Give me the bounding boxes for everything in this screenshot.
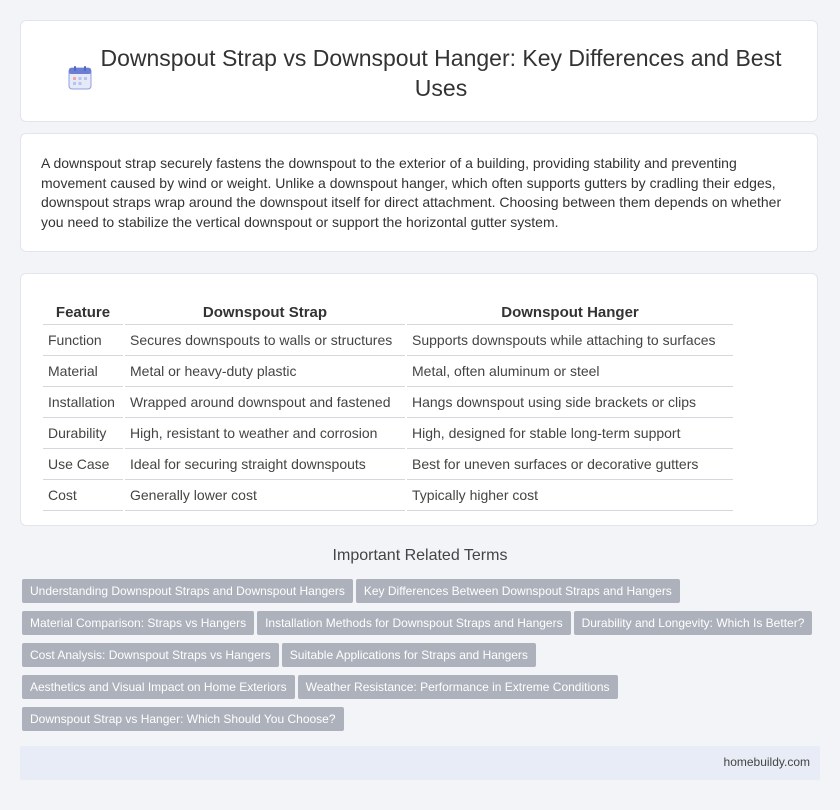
cell-hanger: High, designed for stable long-term support (407, 418, 733, 449)
cell-strap: Generally lower cost (125, 480, 405, 511)
cell-strap: High, resistant to weather and corrosion (125, 418, 405, 449)
cell-hanger: Typically higher cost (407, 480, 733, 511)
related-term-tag[interactable]: Durability and Longevity: Which Is Better? (574, 611, 813, 635)
intro-card (20, 133, 818, 252)
related-term-tag[interactable]: Aesthetics and Visual Impact on Home Exteriors (22, 675, 295, 699)
header-card (20, 20, 818, 122)
cell-feature: Function (43, 325, 123, 356)
cell-strap: Secures downspouts to walls or structures (125, 325, 405, 356)
cell-hanger: Best for uneven surfaces or decorative gutters (407, 449, 733, 480)
cell-hanger: Metal, often aluminum or steel (407, 356, 733, 387)
related-term-tag[interactable]: Downspout Strap vs Hanger: Which Should You Choose? (22, 707, 344, 731)
table-header-row (43, 294, 733, 325)
table-row (43, 480, 733, 511)
header-downspout-strap: Downspout Strap (125, 294, 405, 325)
cell-feature: Use Case (43, 449, 123, 480)
related-term-tag[interactable]: Installation Methods for Downspout Straps and Hangers (257, 611, 571, 635)
cell-strap: Wrapped around downspout and fastened (125, 387, 405, 418)
cell-feature: Material (43, 356, 123, 387)
page-title: Downspout Strap vs Downspout Hanger: Key Differences and Best Uses (100, 45, 782, 101)
cell-hanger: Hangs downspout using side brackets or clips (407, 387, 733, 418)
cell-feature: Cost (43, 480, 123, 511)
cell-feature: Durability (43, 418, 123, 449)
header-downspout-hanger: Downspout Hanger (407, 294, 733, 325)
cell-strap: Ideal for securing straight downspouts (125, 449, 405, 480)
table-row (43, 325, 733, 356)
related-terms-list (22, 579, 822, 739)
related-terms-heading: Important Related Terms (332, 547, 508, 564)
cell-feature: Installation (43, 387, 123, 418)
table-row (43, 356, 733, 387)
footer (20, 746, 820, 780)
cell-hanger: Supports downspouts while attaching to surfaces (407, 325, 733, 356)
footer-site-link[interactable]: homebuildy.com (723, 755, 810, 769)
table-row (43, 418, 733, 449)
related-term-tag[interactable]: Cost Analysis: Downspout Straps vs Hangers (22, 643, 279, 667)
related-term-tag[interactable]: Suitable Applications for Straps and Hangers (282, 643, 536, 667)
related-term-tag[interactable]: Key Differences Between Downspout Straps and Hangers (356, 579, 680, 603)
related-term-tag[interactable]: Understanding Downspout Straps and Downspout Hangers (22, 579, 353, 603)
related-term-tag[interactable]: Weather Resistance: Performance in Extreme Conditions (298, 675, 618, 699)
comparison-card (20, 273, 818, 526)
comparison-table (41, 294, 735, 511)
header-feature: Feature (43, 294, 123, 325)
related-term-tag[interactable]: Material Comparison: Straps vs Hangers (22, 611, 254, 635)
cell-strap: Metal or heavy-duty plastic (125, 356, 405, 387)
table-row (43, 387, 733, 418)
table-row (43, 449, 733, 480)
intro-paragraph: A downspout strap securely fastens the downspout to the exterior of a building, providing stability and preventing movement caused by wind or weight. Unlike a downspout hanger, which often supports gutters by cradling their edges, downspout straps wrap around the downspout itself for direct attachment. Choosing between them depends on whether you need to stabilize the vertical downspout or support the horizontal gutter system. (41, 155, 782, 230)
